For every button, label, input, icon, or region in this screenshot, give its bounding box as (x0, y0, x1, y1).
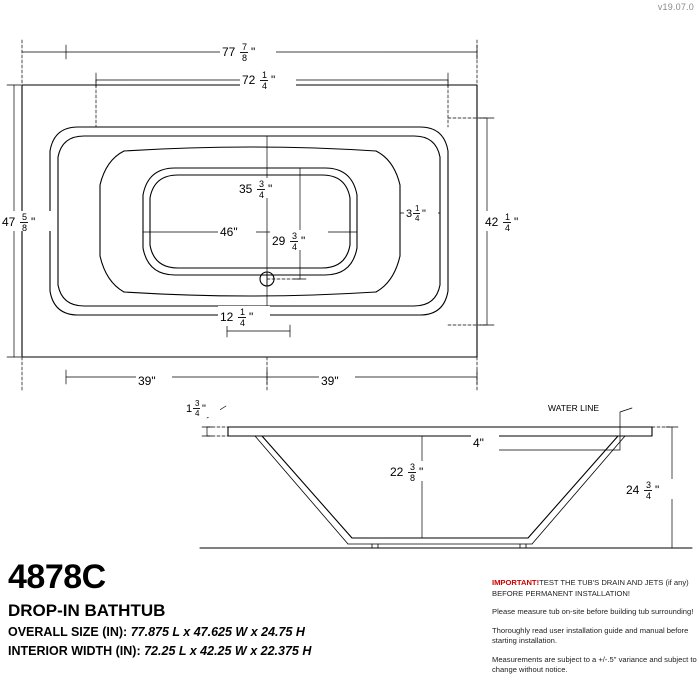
svg-text:": " (514, 215, 519, 229)
dim-label-rim-bottom (218, 306, 270, 328)
svg-text:1: 1 (505, 212, 511, 222)
svg-text:4: 4 (292, 242, 298, 252)
svg-text:4: 4 (415, 214, 420, 223)
svg-text:": " (419, 465, 424, 479)
svg-text:4: 4 (505, 223, 511, 233)
note-variance: Measurements are subject to a +/-.5" variance and subject to change without notice. (492, 654, 697, 674)
svg-text:35: 35 (239, 182, 253, 196)
side-view-rim-edge (228, 427, 652, 436)
dim-label-drain-offset (270, 230, 328, 252)
top-view-tub-outline-inner (58, 136, 440, 306)
svg-text:": " (422, 208, 426, 220)
top-view-top-contour (124, 147, 376, 151)
svg-text:4: 4 (240, 318, 246, 328)
installation-notes-block (492, 578, 697, 684)
model-number: 4878C (8, 558, 106, 596)
dim-label-water-depth (471, 434, 499, 451)
overall-size-line (8, 624, 408, 641)
svg-text:24: 24 (626, 483, 640, 497)
svg-text:47: 47 (2, 215, 16, 229)
overall-size-label: OVERALL SIZE (IN): (8, 625, 128, 639)
interior-width-label: INTERIOR WIDTH (IN): (8, 644, 141, 658)
important-prefix: IMPORTANT! (492, 578, 540, 587)
svg-text:3: 3 (406, 208, 413, 220)
version-label: v19.07.0 (657, 2, 694, 12)
svg-text:72: 72 (242, 73, 256, 87)
svg-text:8: 8 (22, 223, 28, 233)
water-line-leader (478, 408, 632, 450)
svg-text:1: 1 (262, 70, 268, 80)
svg-text:4: 4 (195, 409, 200, 418)
top-view-left-backrest (100, 151, 124, 292)
dim-label-interior-length (240, 69, 296, 91)
svg-text:1: 1 (415, 204, 420, 213)
svg-text:3: 3 (410, 462, 416, 472)
dim-interior-depth (416, 436, 428, 538)
svg-text:4: 4 (259, 190, 265, 200)
svg-text:": " (249, 310, 254, 324)
note-read-guide: Thoroughly read user installation guide and manual before starting installation. (492, 625, 689, 645)
important-note (492, 578, 697, 599)
dim-label-bowl-width (237, 178, 295, 200)
dim-label-overall-length (220, 41, 276, 63)
svg-text:": " (202, 403, 206, 415)
dim-rim-bottom (227, 325, 290, 337)
product-info-block (8, 558, 408, 660)
water-line-label: WATER LINE (548, 403, 600, 413)
svg-text:8: 8 (410, 473, 416, 483)
svg-text:29: 29 (272, 234, 286, 248)
side-view-left-wall (262, 436, 352, 538)
svg-text:7: 7 (242, 42, 248, 52)
model-type: DROP-IN BATHTUB (8, 601, 166, 620)
dim-label-overall-width (0, 211, 56, 233)
svg-text:": " (268, 182, 273, 196)
dim-label-bowl-length (218, 222, 256, 240)
svg-text:5: 5 (22, 212, 28, 222)
svg-text:": " (655, 483, 660, 497)
side-view-right-wall (528, 436, 618, 538)
svg-text:22: 22 (390, 465, 404, 479)
dim-label-interior-depth (388, 461, 446, 483)
svg-text:3: 3 (195, 399, 200, 408)
svg-text:8: 8 (242, 53, 248, 63)
dim-label-rim-thickness (184, 397, 220, 418)
svg-text:1: 1 (186, 403, 193, 415)
svg-text:4: 4 (646, 491, 652, 501)
svg-text:4: 4 (262, 81, 268, 91)
top-view-tub-outline (50, 127, 448, 315)
top-view-right-backrest (376, 151, 400, 292)
svg-text:4": 4" (473, 436, 484, 450)
svg-text:": " (31, 215, 36, 229)
svg-text:39": 39" (138, 374, 156, 388)
dim-label-overall-height (624, 479, 678, 501)
important-text: TEST THE TUB'S DRAIN AND JETS (if any) BEFORE PERMANENT INSTALLATION! (492, 578, 689, 598)
interior-width-line (8, 643, 408, 660)
dim-bowl-width (261, 136, 273, 306)
dim-half-split (22, 357, 477, 390)
svg-text:": " (271, 73, 276, 87)
dim-label-rim-right (404, 202, 438, 223)
svg-text:3: 3 (292, 231, 298, 241)
svg-text:12: 12 (220, 310, 234, 324)
svg-text:3: 3 (259, 179, 265, 189)
svg-text:77: 77 (222, 45, 236, 59)
dim-label-half-left (136, 372, 172, 390)
svg-text:39": 39" (321, 374, 339, 388)
interior-width-value: 72.25 L x 42.25 W x 22.375 H (144, 644, 312, 658)
svg-text:": " (251, 45, 256, 59)
dim-label-half-right (319, 372, 355, 390)
dim-label-interior-width (483, 211, 537, 233)
svg-text:3: 3 (646, 480, 652, 490)
note-measure: Please measure tub on-site before building tub surrounding! (492, 607, 694, 616)
svg-text:1: 1 (240, 307, 246, 317)
overall-size-value: 77.875 L x 47.625 W x 24.75 H (130, 625, 305, 639)
svg-text:": " (301, 234, 306, 248)
top-view-bottom-contour (124, 292, 376, 296)
svg-text:46": 46" (220, 225, 238, 239)
svg-text:42: 42 (485, 215, 499, 229)
